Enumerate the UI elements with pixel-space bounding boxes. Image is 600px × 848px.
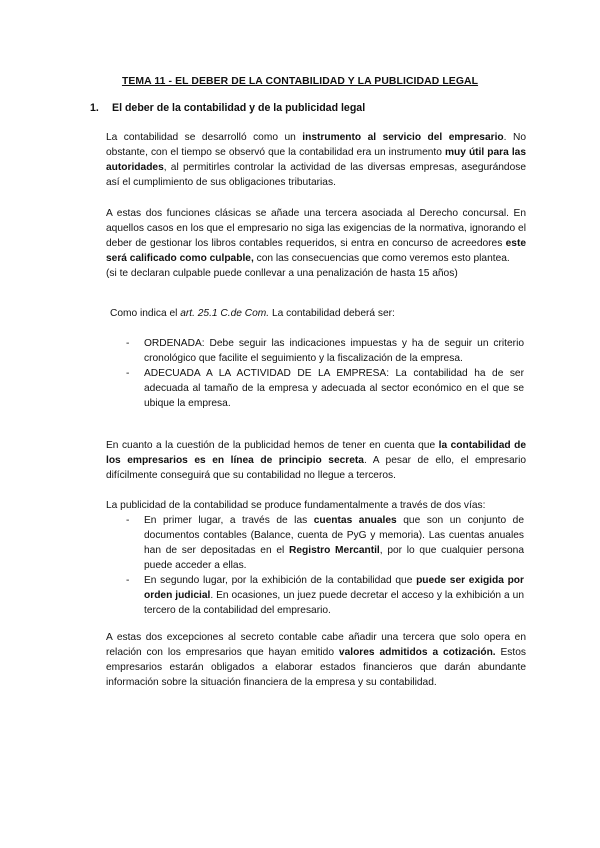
list-dash: - <box>126 575 130 586</box>
list-item-text: ORDENADA: Debe seguir las indicaciones impuestas y ha de seguir un criterio cronológico que facilite el seguimiento y la fiscalización de la empresa. <box>144 338 524 364</box>
paragraph-vias: La publicidad de la contabilidad se produce fundamentalmente a través de dos vías: <box>106 500 486 511</box>
section-heading-text: El deber de la contabilidad y de la publicidad legal <box>112 102 366 114</box>
text-run: En cuanto a la cuestión de la publicidad hemos de tener en cuenta que <box>106 440 439 451</box>
list-accounting-requirements <box>126 336 524 411</box>
text-run: que son un conjunto de documentos contables (Balance, cuenta de PyG y memoria). Las cuentas anuales han de ser depositadas en el <box>144 515 524 556</box>
document-title: TEMA 11 - EL DEBER DE LA CONTABILIDAD Y LA PUBLICIDAD LEGAL <box>121 76 479 87</box>
text-run: La contabilidad deberá ser: <box>269 308 395 319</box>
list-item <box>126 513 524 573</box>
bold-run: la contabilidad de los empresarios es en línea de principio secreta <box>106 440 527 466</box>
text-run: A estas dos excepciones al secreto contable cabe añadir una tercera que solo opera en relación con los empresarios que hayan emitido <box>106 632 526 658</box>
text-run: con las consecuencias que como veremos esto plantea. <box>253 253 510 264</box>
list-vias <box>126 513 524 618</box>
paragraph-concursal <box>106 206 526 281</box>
paragraph-intro <box>106 130 526 190</box>
list-item-text <box>144 513 524 573</box>
text-run: , al permitirles controlar la actividad de las diversas empresas, asegurándose así el cumplimiento de sus obligaciones tributarias. <box>106 162 526 188</box>
text-run: Como indica el <box>110 308 181 319</box>
text-run: La contabilidad se desarrolló como un <box>106 132 303 143</box>
text-run: En segundo lugar, por la exhibición de la contabilidad que <box>144 575 417 586</box>
text-run: En primer lugar, a través de las <box>144 515 314 526</box>
text-run: . No obstante, con el tiempo se observó que la contabilidad era un instrumento <box>106 132 526 158</box>
text-run: A estas dos funciones clásicas se añade una tercera asociada al Derecho concursal. En aquellos casos en los que el empresario no siga las exigencias de la normativa, ignorando el deber de gestionar los libros contables requeridos, si entra en concurso de acreedores <box>106 208 526 249</box>
list-item <box>126 573 524 618</box>
bold-run: este será calificado como culpable, <box>106 238 526 264</box>
bold-run: muy útil para las autoridades <box>106 147 526 173</box>
list-item <box>126 366 524 411</box>
bold-run: puede ser exigida por orden judicial <box>144 575 524 601</box>
list-item-text <box>144 573 524 618</box>
bold-run: instrumento al servicio del empresario <box>302 132 504 143</box>
section-heading <box>90 102 365 114</box>
list-item-text: ADECUADA A LA ACTIVIDAD DE LA EMPRESA: La contabilidad ha de ser adecuada al tamaño de la empresa y adecuada al sector económico en el que se ubique la empresa. <box>144 368 524 409</box>
bold-run: valores admitidos a cotización. <box>338 647 496 658</box>
text-run: . En ocasiones, un juez puede decretar el acceso y la exhibición a un tercero de la contabilidad del empresario. <box>144 590 524 616</box>
paragraph-article <box>110 306 530 321</box>
paragraph-publicidad <box>106 438 526 483</box>
list-dash: - <box>126 515 130 526</box>
italic-run: art. 25.1 C.de Com. <box>180 308 270 319</box>
bold-run: cuentas anuales <box>313 515 397 526</box>
text-run: Estos empresarios estarán obligados a elaborar estados financieros que darán abundante información sobre la situación financiera de la empresa y su contabilidad. <box>106 647 526 688</box>
paragraph-cotizacion <box>106 630 526 690</box>
text-run: , por lo que cualquier persona puede acceder a ellas. <box>144 545 524 571</box>
list-dash: - <box>126 368 130 379</box>
section-number: 1. <box>90 102 99 114</box>
text-run: (si te declaran culpable puede conllevar a una penalización de hasta 15 años) <box>106 268 458 279</box>
list-item <box>126 336 524 366</box>
bold-run: Registro Mercantil <box>289 545 380 556</box>
text-run: . A pesar de ello, el empresario difícilmente conseguirá que su contabilidad no llegue a terceros. <box>106 455 526 481</box>
list-dash: - <box>126 338 130 349</box>
